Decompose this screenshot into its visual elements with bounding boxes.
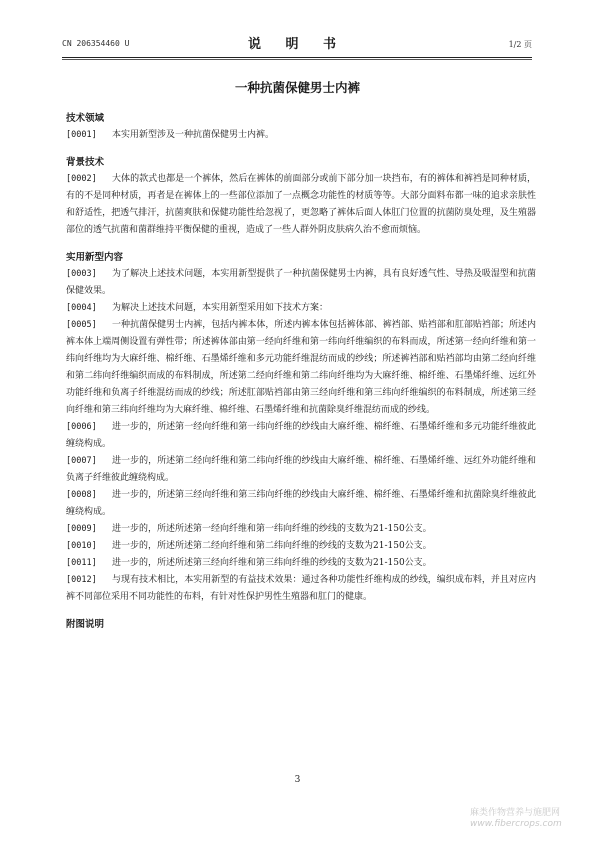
paragraph-text: 进一步的，所述第三经向纤维和第三纬向纤维的纱线由大麻纤维、棉纤维、石墨烯纤维和抗菌除臭纤维彼此缠绕构成。: [66, 490, 536, 517]
paragraph-text: 进一步的，所述所述第二经向纤维和第二纬向纤维的纱线的支数为21-150公支。: [112, 541, 432, 551]
paragraph-text: 进一步的，所述所述第一经向纤维和第一纬向纤维的纱线的支数为21-150公支。: [112, 524, 432, 534]
watermark: [470, 808, 562, 830]
patent-number: CN 206354460 U: [62, 39, 130, 48]
paragraph: [66, 572, 536, 606]
document-type: 说 明 书: [247, 37, 347, 52]
paragraph-number: [0002]: [66, 174, 97, 184]
paragraph-text: 本实用新型涉及一种抗菌保健男士内裤。: [112, 130, 275, 140]
paragraph: [66, 453, 536, 487]
header-rule-thin: [62, 59, 532, 60]
document-body: [66, 110, 536, 633]
paragraph-number: [0003]: [66, 269, 97, 279]
paragraph-text: 进一步的，所述所述第三经向纤维和第三纬向纤维的纱线的支数为21-150公支。: [112, 558, 432, 568]
section-heading: 技术领域: [66, 113, 105, 124]
paragraph-number: [0007]: [66, 456, 97, 466]
section-heading: 实用新型内容: [66, 252, 124, 263]
paragraph-number: [0006]: [66, 422, 97, 432]
paragraph-text: 进一步的，所述第二经向纤维和第二纬向纤维的纱线由大麻纤维、棉纤维、石墨烯纤维、远红外功能纤维和负离子纤维彼此缠绕构成。: [66, 456, 536, 483]
page-number: 3: [294, 775, 301, 785]
paragraph-number: [0008]: [66, 490, 97, 500]
paragraph-number: [0009]: [66, 524, 97, 534]
paragraph: [66, 555, 536, 572]
paragraph-number: [0010]: [66, 541, 97, 551]
paragraph-number: [0001]: [66, 130, 97, 140]
paragraph-number: [0004]: [66, 303, 97, 313]
paragraph-text: 一种抗菌保健男士内裤，包括内裤本体，所述内裤本体包括裤体部、裤裆部、贴裆部和肛部贴裆部；所述内裤本体上端周侧设置有弹性带；所述裤体部由第一经向纤维和第一纬向纤维编织的布料而成，所述第一经向纤维和第一纬向纤维均为大麻纤维、棉纤维、石墨烯纤维和多元功能纤维混纺而成的纱线；所述裤裆部和贴裆部均由第二经向纤维和第二纬向纤维编织而成的布料制成，所述第二经向纤维和第二纬向纤维均为大麻纤维、棉纤维、石墨烯纤维、远红外功能纤维和负离子纤维混纺而成的纱线；所述肛部贴裆部由第三经向纤维和第三纬向纤维编织的布料制成，所述第三经向纤维和第三纬向纤维均为大麻纤维、棉纤维、石墨烯纤维和抗菌除臭纤维混纺而成的纱线。: [66, 320, 536, 415]
header-rule: [62, 57, 532, 58]
paragraph-number: [0011]: [66, 558, 97, 568]
document-title: 一种抗菌保健男士内裤: [234, 80, 360, 95]
paragraph-text: 进一步的，所述第一经向纤维和第一纬向纤维的纱线由大麻纤维、棉纤维、石墨烯纤维和多元功能纤维彼此缠绕构成。: [66, 422, 536, 449]
paragraph: [66, 266, 536, 300]
paragraph: [66, 171, 536, 239]
section-heading: 附图说明: [66, 619, 105, 630]
section-heading: 背景技术: [66, 157, 105, 168]
paragraph: [66, 127, 536, 144]
paragraph-text: 大体的款式也都是一个裤体，然后在裤体的前面部分或前下部分加一块挡布，有的裤体和裤裆是同种材质，有的不是同种材质，再者是在裤体上的一些部位添加了一点概念功能性的材质等等。大部分面料布都一味的追求亲肤性和舒适性，把透气排汗，抗菌爽肤和保健功能性给忽视了，更忽略了裤体后面人体肛门位置的抗菌防臭处理，及生殖器部位的透气抗菌和菌群维持平衡保健的重视，造成了一些人群外阴皮肤病久治不愈而烦恼。: [66, 174, 536, 235]
watermark-url: www.fibercrops.com: [470, 819, 562, 829]
paragraph: [66, 487, 536, 521]
paragraph: [66, 521, 536, 538]
paragraph-text: 为解决上述技术问题，本实用新型采用如下技术方案：: [112, 303, 329, 313]
page-header: [62, 33, 532, 55]
watermark-site-name: 麻类作物营养与施肥网: [470, 808, 561, 818]
paragraph-number: [0005]: [66, 320, 97, 330]
paragraph: [66, 419, 536, 453]
paragraph: [66, 300, 536, 317]
paragraph-text: 与现有技术相比，本实用新型的有益技术效果：通过各种功能性纤维构成的纱线，编织成布料，并且对应内裤不同部位采用不同功能性的布料，有针对性保护男性生殖器和肛门的健康。: [66, 575, 536, 602]
paragraph: [66, 317, 536, 419]
paragraph-number: [0012]: [66, 575, 97, 585]
paragraph-text: 为了解决上述技术问题，本实用新型提供了一种抗菌保健男士内裤，具有良好透气性、导热及吸湿型和抗菌保健效果。: [66, 269, 536, 296]
page-info: 1/2 页: [508, 40, 532, 49]
paragraph: [66, 538, 536, 555]
